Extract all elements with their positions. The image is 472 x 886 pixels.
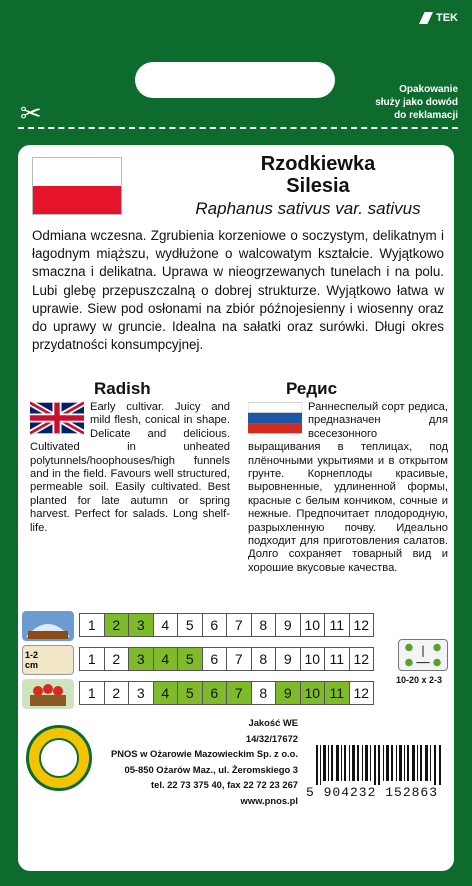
month-cell: 1 — [79, 681, 105, 705]
uk-flag-icon — [30, 401, 84, 435]
harvest-basket-icon — [22, 679, 74, 709]
month-cell: 12 — [349, 681, 375, 705]
month-cell: 7 — [226, 647, 252, 671]
russian-heading: Редис — [286, 379, 338, 398]
month-cell: 6 — [202, 681, 228, 705]
company-website: www.pnos.pl — [240, 794, 298, 806]
month-cell: 6 — [202, 647, 228, 671]
pnos-logo-inner — [39, 738, 79, 778]
month-cell: 6 — [202, 613, 228, 637]
company-address: 05-850 Ożarów Maz., ul. Żeromskiego 3 — [124, 763, 298, 775]
proof-line-1: Opakowanie — [399, 84, 458, 95]
month-cell: 12 — [349, 613, 375, 637]
info-card — [18, 145, 454, 871]
cut-line — [18, 127, 458, 129]
month-cell: 11 — [324, 613, 350, 637]
month-cell: 8 — [251, 647, 277, 671]
month-cell: 11 — [324, 647, 350, 671]
product-name-line1: Rzodkiewka — [260, 153, 376, 175]
depth-label: 1-2 cm — [25, 650, 39, 670]
company-name: PNOS w Ożarowie Mazowieckim Sp. z o.o. — [110, 748, 298, 760]
month-cell: 4 — [153, 613, 179, 637]
russian-flag-icon — [248, 401, 302, 435]
hang-hole — [135, 62, 335, 98]
barcode-number: 5 904232 152863 — [306, 785, 439, 800]
month-cell: 9 — [275, 613, 301, 637]
month-cell: 5 — [177, 613, 203, 637]
month-cell: 4 — [153, 647, 179, 671]
month-cell: 4 — [153, 681, 179, 705]
month-cell: 2 — [104, 681, 130, 705]
month-cell: 3 — [128, 613, 154, 637]
proof-line-3: do reklamacji — [394, 110, 458, 121]
month-cell: 8 — [251, 613, 277, 637]
english-heading: Radish — [94, 379, 151, 398]
month-cell: 2 — [104, 647, 130, 671]
tek-label: TEK — [436, 12, 458, 24]
month-cell: 10 — [300, 613, 326, 637]
barcode-icon — [314, 745, 446, 785]
sowing-depth-icon — [22, 645, 74, 675]
month-cell: 1 — [79, 647, 105, 671]
plant-spacing-label: 10-20 x 2-3 — [396, 675, 443, 685]
month-cell: 1 — [79, 613, 105, 637]
calendar-row-outdoors — [80, 647, 374, 671]
quality-label: Jakość WE — [248, 717, 298, 728]
english-description: Early cultivar. Juicy and mild flesh, conical in shape. Delicate and delicious. Cultivated in unheated polytunnels/hoophouses/high funnels and in the field. Favours well structured, permeable soil. Easily cultivated. Best planted for late autumn or spring harvest. Perfect for salads. Long shelf-life. — [30, 401, 230, 534]
company-phone: tel. 22 73 375 40, fax 22 72 23 267 — [151, 779, 298, 791]
proof-note — [375, 83, 458, 122]
month-cell: 10 — [300, 681, 326, 705]
month-cell: 3 — [128, 647, 154, 671]
month-cell: 9 — [275, 681, 301, 705]
latin-name: Raphanus sativus var. sativus — [195, 199, 421, 218]
month-cell: 8 — [251, 681, 277, 705]
product-name-line2: Silesia — [286, 175, 350, 197]
tek-mark-icon — [419, 12, 433, 24]
month-cell: 12 — [349, 647, 375, 671]
greenhouse-sowing-icon — [22, 611, 74, 641]
month-cell: 5 — [177, 681, 203, 705]
calendar-row-undercover — [80, 613, 374, 637]
russian-section — [248, 401, 448, 575]
plant-spacing-icon — [398, 639, 448, 671]
month-cell: 5 — [177, 647, 203, 671]
russian-description: Раннеспелый сорт редиса, предназначен для всесезонного выращивания в теплицах, под плёночными укрытиями и в открытом грунте. Корнеплоды красивые, выровненные, удлиненной формы, красные с белым кончиком, сочные и нежные. Предпочитает плодородную, разрыхленную почву. Идеально подходит для приготовления салатов. Долго сохраняет товарный вид и хорошие вкусовые качества. — [248, 401, 448, 574]
polish-flag-icon — [32, 157, 122, 215]
pnos-logo — [26, 725, 92, 791]
month-cell: 9 — [275, 647, 301, 671]
batch-code: 14/32/17672 — [245, 732, 298, 744]
proof-line-2: służy jako dowód — [375, 97, 458, 108]
tek-logo — [419, 12, 458, 24]
scissors-icon: ✂ — [20, 98, 42, 128]
english-section — [30, 401, 230, 535]
month-cell: 10 — [300, 647, 326, 671]
month-cell: 3 — [128, 681, 154, 705]
month-cell: 2 — [104, 613, 130, 637]
month-cell: 7 — [226, 681, 252, 705]
month-cell: 7 — [226, 613, 252, 637]
calendar-row-harvest — [80, 681, 374, 705]
company-info — [102, 715, 298, 809]
description-polish: Odmiana wczesna. Zgrubienia korzeniowe o soczystym, delikatnym i łagodnym miąższu, wydłużone o walcowatym kształcie. Wyjątkowo smaczna i delikatna. Uprawa w nieogrzewanych tunelach i na polu. Lubi glebę przepuszczalną o dobrej strukturze. Wyjątkowo łatwa w uprawie. Siew pod osłonami na zbiór późnojesienny i wiosenny oraz do uprawy w gruncie. Idealna na sałatki oraz surówki. Długi okres przydatności konsumpcyjnej. — [32, 228, 444, 353]
month-cell: 11 — [324, 681, 350, 705]
